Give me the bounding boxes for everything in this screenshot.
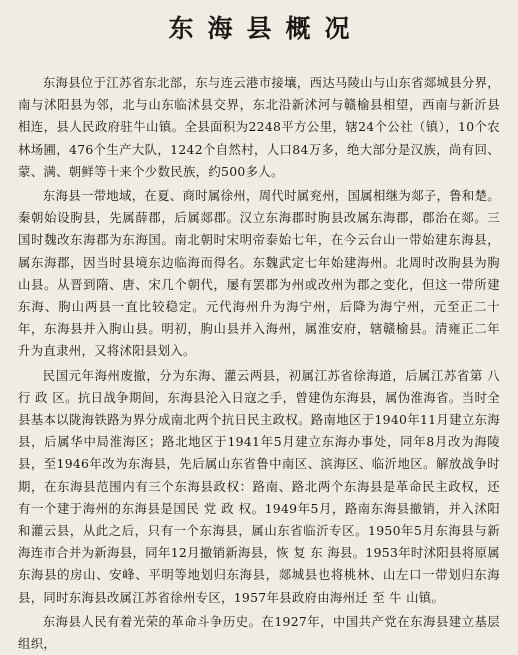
page-title: 东海县概况 bbox=[168, 14, 364, 43]
paragraph-revolutionary-history: 东海县人民有着光荣的革命斗争历史。在1927年，中国共产党在东海县建立基层组织， bbox=[18, 613, 500, 652]
paragraph-ancient-history: 东海县一带地域，在夏、商时属徐州，周代时属兖州，国属相继为郯子，鲁和楚。秦朝始设朐县，先属薛郡，后属郯郡。汉立东海郡时朐县改属东海郡，郡治在郯。三国时魏改东海郡为东海国。南北朝时宋明帝泰始七年，在今云台山一带始建东海县，属东海郡，因当时县境东边临海而得名。东魏武定七年始建海州。北周时改朐县为朐山县。从晋到隋、唐、宋几个朝代，屡有罢郡为州或改州为郡之变化，但这一带所建东海、朐山两县一直比较稳定。元代海州升为海宁州，后降为海宁州，元至正二十年，东海县并入朐山县。明初，朐山县并入海州，属淮安府，辖赣榆县。清雍正二年升为直隶州，又将沭阳县划入。 bbox=[18, 188, 500, 359]
paragraph-modern-history: 民国元年海州废撤，分为东海、灌云两县，初属江苏省徐海道，后属江苏省第 八 行 政 区。抗日战争期间，东海县沦入日寇之手，曾建伪东海县，属伪淮海省。当时全县基本以陇海铁路为界分成南北两个抗日民主政权。路南地区于1940年11月建立东海县，后属华中局淮海区；路北地区于1941年5月建立东海办事处，同年8月改为海陵县，至1946年改为东海县，先后属山东省鲁中南区、滨海区、临沂地区。解放战争时期，在东海县范围内有三个东海县政权：路南、路北两个东海县是革命民主政权，还有一个建于海州的东海县是国民 党 政 权。1949年5月，路南东海县撤销，并入沭阳和灌云县，从此之后，只有一个东海县，属山东省临沂专区。1950年5月东海县与新海连市合并为新海县，同年12月撤销新海县，恢 复 东 海县。1953年时沭阳县将原属东海县的房山、安峰、平明等地划归东海县，郯城县也将桃林、山左口一带划归东海县，同时东海县改属江苏省徐州专区，1957年县政府由海州迁 至 牛 山镇。 bbox=[18, 367, 500, 605]
paragraph-location: 东海县位于江苏省东北部，东与连云港市接壤，西达马陵山与山东省郯城县分界，南与沭阳县为邻，北与山东临沭县交界，东北沿新沭河与赣榆县相望，西南与新沂县相连，县人民政府驻牛山镇。全县面积为2248平方公里，辖24个公社（镇），10个农林场圃，476个生产大队，1242个自然村，人口84万多，绝大部分是汉族，尚有回、蒙、满、朝鲜等十来个少数民族，约500多人。 bbox=[18, 75, 500, 179]
